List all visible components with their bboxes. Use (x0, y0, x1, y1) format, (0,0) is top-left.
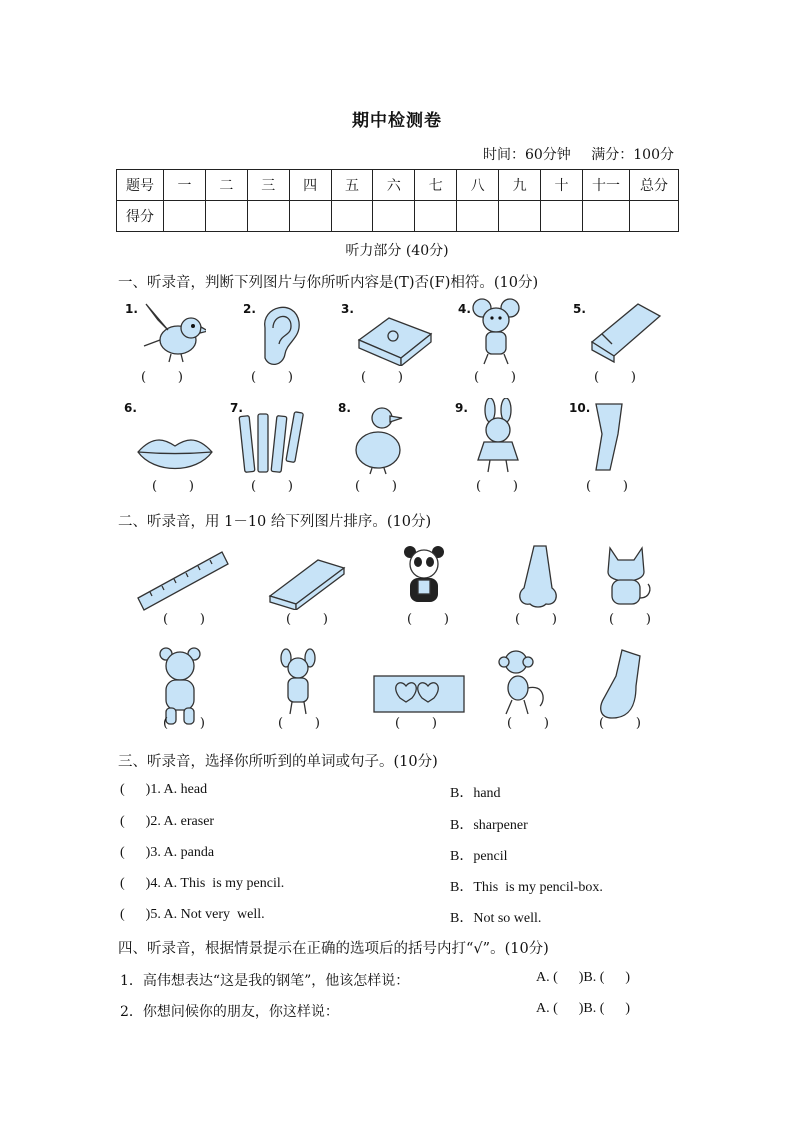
answer-paren[interactable]: ( ) (609, 612, 652, 627)
question-1-b: B．hand (450, 786, 501, 801)
bird-icon (136, 300, 206, 368)
ruler-icon (134, 546, 230, 612)
item-number: 2. (243, 302, 256, 316)
score-cell[interactable] (457, 201, 499, 232)
answer-paren[interactable]: ( ) (586, 479, 629, 494)
arm-icon (588, 400, 632, 478)
exam-meta (483, 144, 674, 164)
pencil-box-icon (355, 300, 435, 366)
row-label: 得分 (117, 201, 164, 232)
answer-paren[interactable]: ( ) (251, 479, 294, 494)
col-total: 总分 (630, 170, 679, 201)
question-4-a[interactable]: ( )4. A. This is my pencil. (120, 876, 285, 891)
score-table-header-row (117, 170, 679, 201)
foot-icon (594, 646, 646, 722)
question-4-b: B．This is my pencil-box. (450, 880, 603, 895)
answer-paren[interactable]: ( ) (355, 479, 398, 494)
question-4-2-options[interactable]: A. ( )B. ( ) (536, 1001, 631, 1016)
section1-heading: 一、听录音，判断下列图片与你所听内容是(T)否(F)相符。(10分) (118, 275, 539, 291)
answer-paren[interactable]: ( ) (152, 479, 195, 494)
part-title: 听力部分 (40分) (345, 243, 449, 259)
question-4-2: 2．你想问候你的朋友，你这样说： (120, 1004, 339, 1020)
col-2: 二 (205, 170, 247, 201)
monkey-icon (496, 648, 552, 718)
score-cell[interactable] (630, 201, 679, 232)
item-number: 6. (124, 401, 137, 415)
answer-paren[interactable]: ( ) (163, 716, 206, 731)
score-cell[interactable] (499, 201, 541, 232)
book-icon (266, 556, 348, 610)
score-cell[interactable] (164, 201, 206, 232)
col-6: 六 (373, 170, 415, 201)
answer-paren[interactable]: ( ) (361, 370, 404, 385)
score-cell[interactable] (583, 201, 630, 232)
score-cell[interactable] (247, 201, 289, 232)
eraser-icon (588, 298, 662, 364)
answer-paren[interactable]: ( ) (278, 716, 321, 731)
score-table (116, 169, 679, 232)
question-4-1: 1．高伟想表达“这是我的钢笔”，他该怎样说： (120, 973, 410, 989)
answer-paren[interactable]: ( ) (594, 370, 637, 385)
section2-heading: 二、听录音，用 1－10 给下列图片排序。(10分) (118, 514, 432, 530)
section3-heading: 三、听录音，选择你所听到的单词或句子。(10分) (118, 754, 438, 770)
mouse-icon (470, 296, 522, 368)
question-1-a[interactable]: ( )1. A. head (120, 782, 208, 797)
nose-icon (516, 544, 560, 612)
question-4-1-options[interactable]: A. ( )B. ( ) (536, 970, 631, 985)
duck-icon (352, 404, 408, 476)
item-number: 3. (341, 302, 354, 316)
item-number: 7. (230, 401, 243, 415)
score-cell[interactable] (415, 201, 457, 232)
col-4: 四 (289, 170, 331, 201)
question-3-a[interactable]: ( )3. A. panda (120, 845, 215, 860)
time-limit: 时间：60分钟 (482, 147, 571, 163)
answer-paren[interactable]: ( ) (141, 370, 184, 385)
col-9: 九 (499, 170, 541, 201)
ear-icon (255, 298, 305, 370)
col-1: 一 (164, 170, 206, 201)
answer-paren[interactable]: ( ) (395, 716, 438, 731)
item-number: 4. (458, 302, 471, 316)
score-cell[interactable] (373, 201, 415, 232)
pencil-case-icon (372, 672, 466, 716)
score-table-score-row (117, 201, 679, 232)
score-cell[interactable] (205, 201, 247, 232)
dog-icon (276, 648, 320, 718)
answer-paren[interactable]: ( ) (476, 479, 519, 494)
answer-paren[interactable]: ( ) (515, 612, 558, 627)
answer-paren[interactable]: ( ) (286, 612, 329, 627)
full-score: 满分：100分 (591, 147, 674, 163)
item-number: 1. (125, 302, 138, 316)
answer-paren[interactable]: ( ) (407, 612, 450, 627)
score-cell[interactable] (541, 201, 583, 232)
page-title: 期中检测卷 (352, 111, 442, 131)
answer-paren[interactable]: ( ) (163, 612, 206, 627)
answer-paren[interactable]: ( ) (251, 370, 294, 385)
answer-paren[interactable]: ( ) (474, 370, 517, 385)
question-3-b: B．pencil (450, 849, 508, 864)
col-8: 八 (457, 170, 499, 201)
item-number: 10. (569, 401, 591, 415)
header-label: 题号 (117, 170, 164, 201)
answer-paren[interactable]: ( ) (507, 716, 550, 731)
section4-heading: 四、听录音，根据情景提示在正确的选项后的括号内打“√”。(10分) (118, 941, 549, 957)
mouth-icon (136, 430, 214, 478)
question-2-a[interactable]: ( )2. A. eraser (120, 814, 215, 829)
score-cell[interactable] (331, 201, 373, 232)
col-7: 七 (415, 170, 457, 201)
question-2-b: B．sharpener (450, 818, 528, 833)
question-5-a[interactable]: ( )5. A. Not very well. (120, 907, 265, 922)
score-cell[interactable] (289, 201, 331, 232)
col-11: 十一 (583, 170, 630, 201)
answer-paren[interactable]: ( ) (599, 716, 642, 731)
markers-icon (238, 404, 308, 476)
item-number: 8. (338, 401, 351, 415)
item-number: 5. (573, 302, 586, 316)
col-10: 十 (541, 170, 583, 201)
col-3: 三 (247, 170, 289, 201)
rabbit-icon (470, 398, 528, 476)
item-number: 9. (455, 401, 468, 415)
col-5: 五 (331, 170, 373, 201)
panda-icon (400, 544, 448, 612)
cat-icon (598, 544, 656, 612)
question-5-b: B．Not so well. (450, 911, 542, 926)
